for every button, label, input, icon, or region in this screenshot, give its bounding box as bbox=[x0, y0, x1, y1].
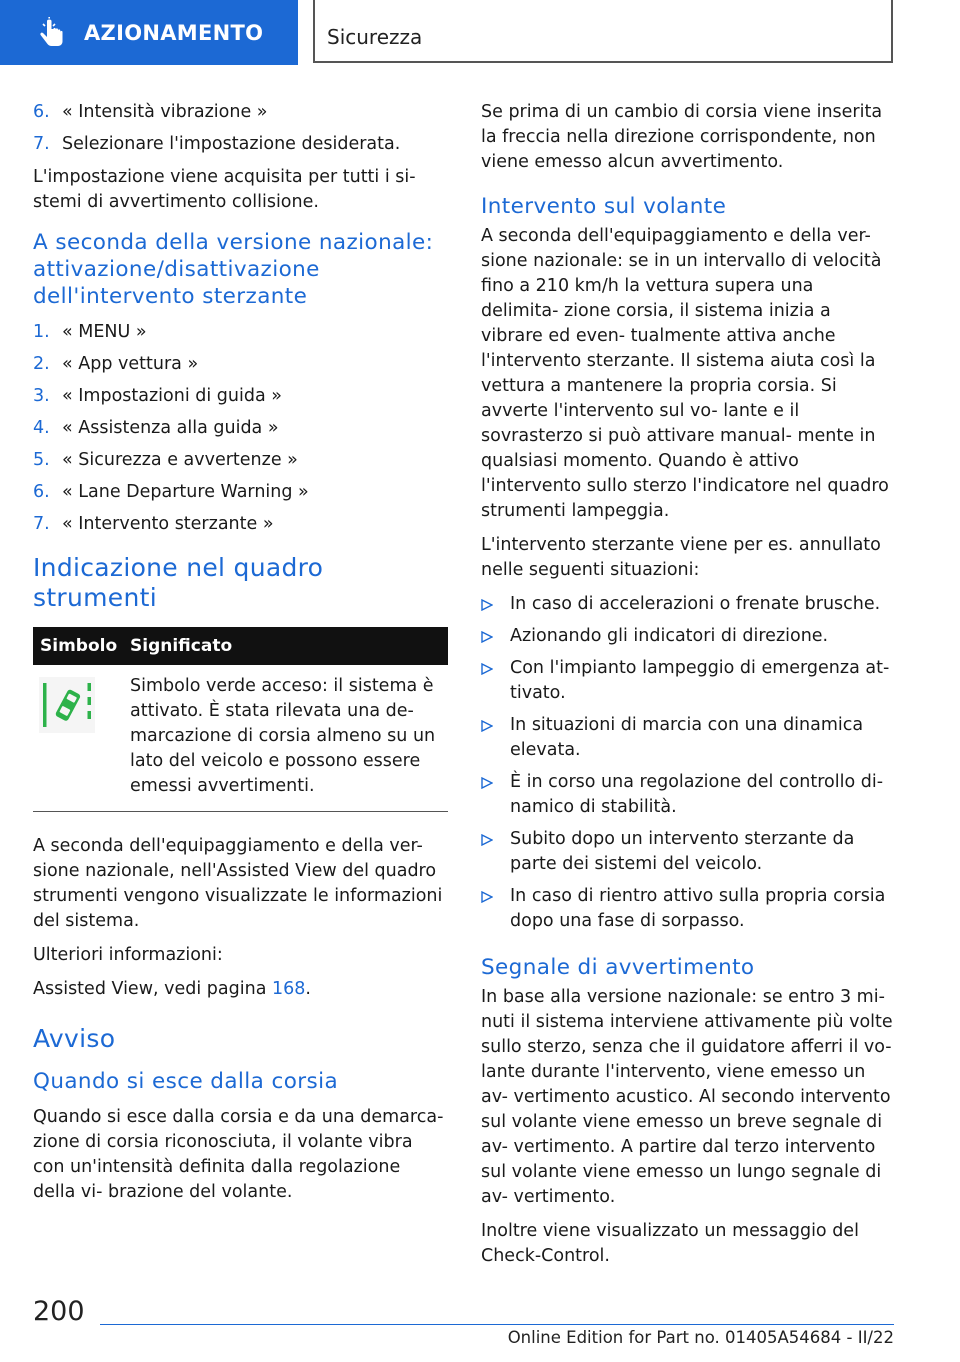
chapter-title-box bbox=[313, 0, 893, 63]
list-item: 7. Selezionare l'impostazione desiderata. bbox=[33, 134, 401, 154]
table-cell-meaning: Simbolo verde acceso: il sistema è attivato. È stata rilevata una de- marcazione di corsia almeno su un lato del veicolo e possono essere emessi avvertimenti. bbox=[130, 665, 448, 812]
list-item: 2. « App vettura » bbox=[33, 354, 199, 374]
list-item: 5. « Sicurezza e avvertenze » bbox=[33, 450, 298, 470]
triangle-bullet-icon bbox=[481, 777, 493, 789]
steps-list-top bbox=[33, 100, 448, 157]
section-label: AZIONAMENTO bbox=[84, 20, 264, 45]
paragraph: Inoltre viene visualizzato un messaggio del Check-Control. bbox=[481, 1221, 859, 1266]
list-item: 1. « MENU » bbox=[33, 322, 147, 342]
page-link[interactable]: 168 bbox=[271, 979, 306, 999]
triangle-bullet-icon bbox=[481, 631, 493, 643]
list-item: In caso di accelerazioni o frenate brusche. bbox=[481, 592, 896, 617]
list-item: Con l'impianto lampeggio di emergenza at- tivato. bbox=[481, 656, 896, 706]
heading-steering-intervention: Intervento sul volante bbox=[481, 194, 727, 219]
list-item: In caso di rientro attivo sulla propria corsia dopo una fase di sorpasso. bbox=[481, 884, 896, 934]
paragraph: Se prima di un cambio di corsia viene inserita la freccia nella direzione corrispondente, non viene emesso alcun avvertimento. bbox=[481, 102, 883, 172]
paragraph: In base alla versione nazionale: se entro 3 mi- nuti il sistema interviene attivamente più volte sullo sterzo, senza che il guidatore afferri il vo- lante durante l'intervento, viene emesso un av- vertimento acustico. Al secondo intervento sul volante viene emesso un breve segnale di av- vertimento. A partire dal terzo intervento sul volante viene emesso un lungo segnale di av- vertimento. bbox=[481, 987, 893, 1207]
list-item: 6. « Intensità vibrazione » bbox=[33, 102, 268, 122]
paragraph: Quando si esce dalla corsia e da una demarca- zione di corsia riconosciuta, il volante vibra con un'intensità definita dalla regolazione della vi- brazione del volante. bbox=[33, 1107, 444, 1202]
list-item: Subito dopo un intervento sterzante da parte dei sistemi del veicolo. bbox=[481, 827, 896, 877]
list-item: 6. « Lane Departure Warning » bbox=[33, 482, 309, 502]
triangle-bullet-icon bbox=[481, 599, 493, 611]
paragraph-reference: Assisted View, vedi pagina 168. bbox=[33, 979, 311, 999]
list-item: 3. « Impostazioni di guida » bbox=[33, 386, 282, 406]
lane-departure-icon bbox=[39, 677, 95, 733]
paragraph: Ulteriori informazioni: bbox=[33, 945, 223, 965]
paragraph: A seconda dell'equipaggiamento e della ver- sione nazionale, nell'Assisted View del quadro strumenti vengono visualizzate le informazioni del sistema. bbox=[33, 836, 443, 931]
page-number: 200 bbox=[33, 1296, 85, 1327]
table-row bbox=[33, 665, 448, 812]
heading-display: Indicazione nel quadro strumenti bbox=[33, 553, 324, 612]
list-item: In situazioni di marcia con una dinamica elevata. bbox=[481, 713, 896, 763]
left-column bbox=[33, 100, 448, 1214]
right-column bbox=[481, 100, 896, 1278]
heading-warning-signal: Segnale di avvertimento bbox=[481, 955, 755, 980]
heading-steering-toggle: A seconda della versione nazionale: attivazione/disattivazione dell'intervento sterzante bbox=[33, 230, 434, 309]
section-tab[interactable] bbox=[0, 0, 298, 65]
list-item: Azionando gli indicatori di direzione. bbox=[481, 624, 896, 649]
table-header-symbol: Simbolo bbox=[33, 627, 130, 665]
footer-divider bbox=[100, 1324, 894, 1325]
paragraph: L'impostazione viene acquisita per tutti i si- stemi di avvertimento collisione. bbox=[33, 167, 416, 212]
steps-list-menu bbox=[33, 320, 448, 537]
table-header-row bbox=[33, 627, 448, 665]
list-item: È in corso una regolazione del controllo di- namico di stabilità. bbox=[481, 770, 896, 820]
triangle-bullet-icon bbox=[481, 720, 493, 732]
triangle-bullet-icon bbox=[481, 891, 493, 903]
triangle-bullet-icon bbox=[481, 663, 493, 675]
touch-hand-icon bbox=[34, 15, 70, 51]
paragraph: A seconda dell'equipaggiamento e della ver- sione nazionale: se in un intervallo di velocità fino a 210 km/h la vettura supera una delimita- zione corsia, il sistema inizia a vibrare ed even- tualmente attiva anche l'intervento sterzante. Il sistema aiuta così la vettura a mantenere la propria corsia. Si avverte l'intervento sul vo- lante e il sovrasterzo si può attivare manual- mente in qualsiasi momento. Quando è attivo l'intervento sullo sterzo l'indicatore nel quadro strumenti lampeggia. bbox=[481, 226, 889, 521]
chapter-title: Sicurezza bbox=[327, 25, 423, 49]
table-header-meaning: Significato bbox=[130, 627, 448, 665]
table-cell-symbol bbox=[33, 665, 130, 812]
triangle-bullet-icon bbox=[481, 834, 493, 846]
edition-note: Online Edition for Part no. 01405A54684 - II/22 bbox=[507, 1328, 894, 1347]
heading-leave-lane: Quando si esce dalla corsia bbox=[33, 1069, 339, 1094]
bullet-list bbox=[481, 592, 896, 934]
list-item: 7. « Intervento sterzante » bbox=[33, 514, 274, 534]
heading-avviso: Avviso bbox=[33, 1024, 116, 1053]
symbol-table bbox=[33, 627, 448, 812]
list-item: 4. « Assistenza alla guida » bbox=[33, 418, 279, 438]
paragraph: L'intervento sterzante viene per es. annullato nelle seguenti situazioni: bbox=[481, 535, 881, 580]
